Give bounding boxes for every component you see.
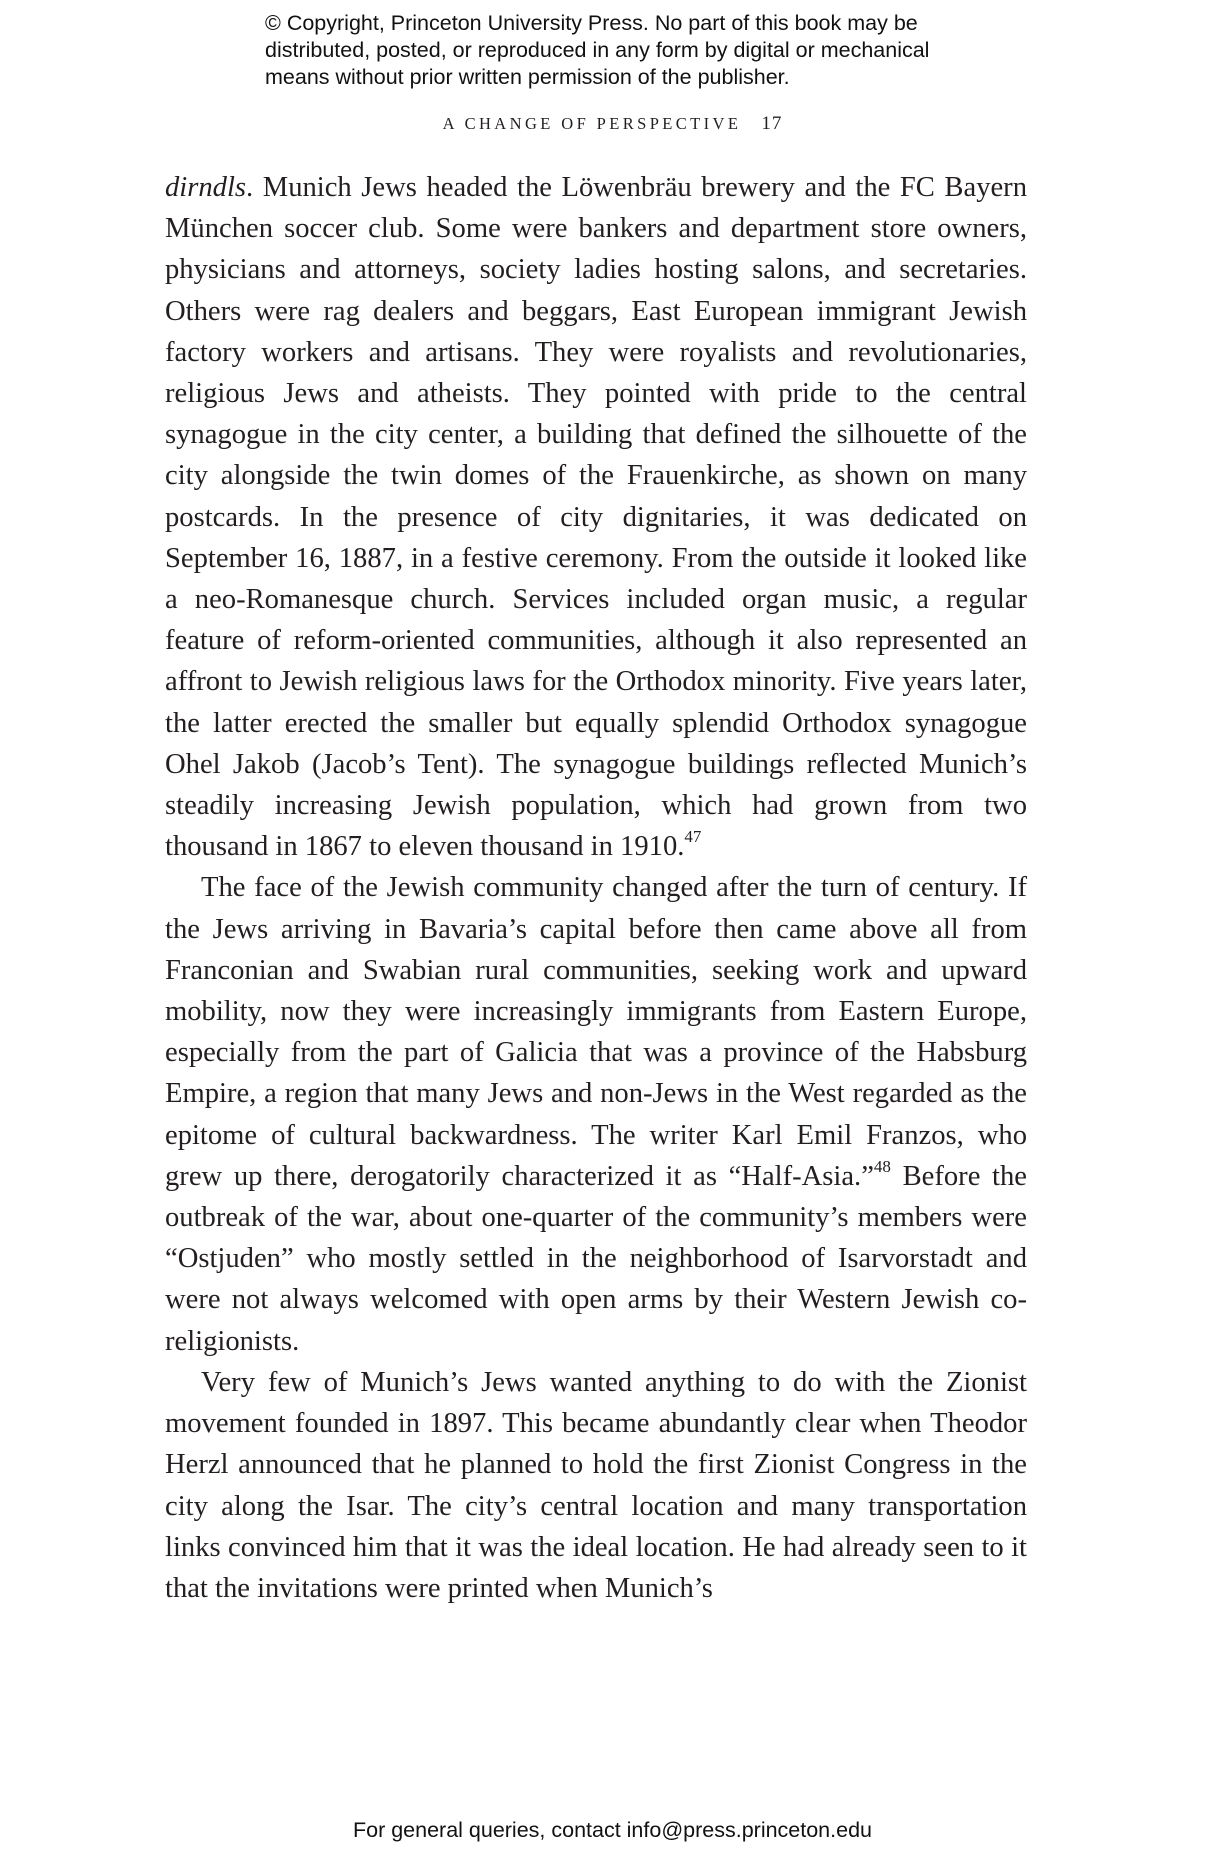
running-title: A CHANGE OF PERSPECTIVE	[442, 114, 742, 133]
running-head	[0, 113, 1225, 135]
paragraph-text: . Munich Jews headed the Löwenbräu brewery and the FC Bayern München soccer club. Some were bankers and department store owners, physicians and attorneys, society ladies hosting salons, and secretaries. Others were rag dealers and beggars, East European immigrant Jewish factory workers and artisans. They were royalists and revolutionaries, religious Jews and atheists. They pointed with pride to the central synagogue in the city center, a building that defined the silhouette of the city alongside the twin domes of the Frauenkirche, as shown on many postcards. In the presence of city dignitaries, it was dedicated on September 16, 1887, in a festive ceremony. From the outside it looked like a neo-Romanesque church. Services included organ music, a regular feature of reform-oriented communities, although it also represented an affront to Jewish religious laws for the Orthodox minority. Five years later, the latter erected the smaller but equally splendid Orthodox synagogue Ohel Jakob (Jacob’s Tent). The synagogue buildings reflected Munich’s steadily increasing Jewish population, which had grown from two thousand in 1867 to eleven thousand in 1910.	[165, 172, 1027, 863]
footer-contact: For general queries, contact info@press.princeton.edu	[352, 1818, 872, 1842]
copyright-notice	[265, 10, 1005, 91]
page-number: 17	[761, 113, 783, 134]
copyright-line: distributed, posted, or reproduced in any form by digital or mechanical	[265, 38, 930, 62]
footnote-ref: 48	[873, 1156, 891, 1176]
paragraph	[165, 1362, 1027, 1609]
italic-word: dirndls	[165, 172, 247, 203]
paragraph-text: Very few of Munich’s Jews wanted anything to do with the Zionist movement founded in 1897. This became abundantly clear when Theodor Herzl announced that he planned to hold the first Zionist Congress in the city along the Isar. The city’s central location and many transportation links convinced him that it was the ideal location. He had already seen to it that the invitations were printed when Munich’s	[165, 1366, 1027, 1604]
footnote-ref: 47	[684, 827, 702, 847]
paragraph	[165, 167, 1027, 867]
paragraph	[165, 867, 1027, 1361]
copyright-line: means without prior written permission of the publisher.	[265, 65, 790, 89]
body-text	[165, 167, 1027, 1609]
paragraph-text: The face of the Jewish community changed after the turn of century. If the Jews arriving in Bavaria’s capital before then came above all from Franconian and Swabian rural communities, seeking work and upward mobility, now they were increasingly immigrants from Eastern Europe, especially from the part of Galicia that was a province of the Habsburg Empire, a region that many Jews and non-Jews in the West regarded as the epitome of cultural backwardness. The writer Karl Emil Franzos, who grew up there, derogatorily characterized it as “Half-Asia.”	[165, 872, 1027, 1192]
copyright-line: © Copyright, Princeton University Press. No part of this book may be	[265, 11, 918, 35]
paragraph-text: Before the outbreak of the war, about one-quarter of the community’s members were “Ostjuden” who mostly settled in the neighborhood of Isarvorstadt and were not always welcomed with open arms by their Western Jewish co-religionists.	[165, 1160, 1027, 1357]
